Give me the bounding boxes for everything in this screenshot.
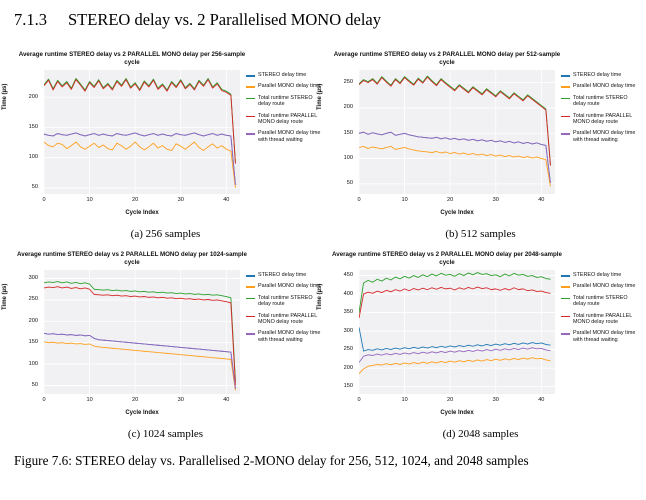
legend-item <box>561 72 637 78</box>
legend-color-swatch <box>561 116 570 118</box>
plot-area <box>359 270 555 394</box>
legend-item <box>561 313 637 326</box>
subfigure-512-samples <box>317 46 638 246</box>
section-heading <box>14 10 381 30</box>
legend-color-swatch <box>561 86 570 88</box>
legend-item <box>246 72 322 78</box>
legend-item <box>561 283 637 289</box>
legend-label: Total runtime STEREO delay route <box>573 94 628 108</box>
series-line <box>44 333 235 389</box>
legend-label: Parallel MONO delay time <box>258 83 321 90</box>
legend-label: Total runtime STEREO delay route <box>573 294 628 308</box>
y-tick-label: 150 <box>28 339 38 346</box>
legend-color-swatch <box>561 75 570 77</box>
legend-item <box>561 272 637 278</box>
legend-color-swatch <box>246 86 255 88</box>
x-tick-label: 40 <box>223 197 230 203</box>
y-tick-label: 200 <box>28 317 38 324</box>
figure-caption: Figure 7.6: STEREO delay vs. Parallelised 2-MONO delay for 256, 512, 1024, and 2048 samples <box>14 453 529 468</box>
y-tick-label: 350 <box>343 309 353 316</box>
legend-label: Total runtime PARALLEL MONO delay route <box>258 312 318 326</box>
legend-item <box>246 83 322 89</box>
y-tick-label: 300 <box>343 327 353 334</box>
y-tick-label: 100 <box>28 154 38 161</box>
legend-label: Parallel MONO delay time with thread waiting <box>573 330 636 343</box>
y-axis-label: Time (µs) <box>317 83 323 110</box>
x-tick-label: 10 <box>86 397 93 403</box>
y-tick-label: 300 <box>28 275 38 282</box>
legend-label: Total runtime PARALLEL MONO delay route <box>573 312 633 326</box>
y-axis-label: Time (µs) <box>2 283 8 310</box>
series-line <box>44 80 235 164</box>
legend-label: Parallel MONO delay time <box>573 83 636 90</box>
x-tick-label: 20 <box>447 397 454 403</box>
legend-label: STEREO delay time <box>258 272 307 278</box>
x-tick-label: 0 <box>357 397 361 403</box>
subfigure-caption: (d) 2048 samples <box>442 428 519 440</box>
chart-title: Average runtime STEREO delay vs 2 PARALLEL MONO delay per 1024-sample cycle <box>17 251 247 266</box>
legend-item <box>561 295 637 308</box>
legend-label: Parallel MONO delay time with thread waiting <box>258 130 321 143</box>
chart-2048 <box>317 246 638 428</box>
legend-color-swatch <box>561 298 570 300</box>
legend-label: STEREO delay time <box>258 72 307 78</box>
y-tick-label: 400 <box>343 290 353 297</box>
legend-item <box>561 330 637 343</box>
legend-color-swatch <box>561 333 570 335</box>
y-tick-label: 200 <box>343 364 353 371</box>
legend-item <box>246 330 322 343</box>
x-axis-label: Cycle Index <box>440 210 474 216</box>
legend-item <box>246 272 322 278</box>
y-tick-label: 250 <box>343 346 353 353</box>
series-line <box>359 76 550 165</box>
series-line <box>44 133 235 185</box>
x-tick-label: 0 <box>357 197 361 203</box>
legend-color-swatch <box>246 275 255 277</box>
legend-color-swatch <box>561 98 570 100</box>
legend-color-swatch <box>246 286 255 288</box>
y-axis-label: Time (µs) <box>317 283 323 310</box>
x-tick-label: 10 <box>86 197 93 203</box>
x-tick-label: 10 <box>401 197 408 203</box>
legend-color-swatch <box>246 133 255 135</box>
series-line <box>44 333 235 389</box>
legend-label: Parallel MONO delay time <box>573 283 636 290</box>
legend-color-swatch <box>246 116 255 118</box>
x-axis-label: Cycle Index <box>125 410 159 416</box>
legend-label: Parallel MONO delay time <box>258 283 321 290</box>
x-tick-label: 40 <box>538 397 545 403</box>
subfigure-caption: (c) 1024 samples <box>127 428 204 440</box>
legend-item <box>246 283 322 289</box>
legend-label: STEREO delay time <box>573 72 622 78</box>
legend-color-swatch <box>561 133 570 135</box>
legend-color-swatch <box>561 286 570 288</box>
y-tick-label: 150 <box>28 123 38 130</box>
series-line <box>44 342 235 391</box>
y-tick-label: 150 <box>343 383 353 390</box>
x-tick-label: 0 <box>42 397 46 403</box>
x-tick-label: 20 <box>132 397 139 403</box>
x-tick-label: 10 <box>401 397 408 403</box>
legend-label: Total runtime STEREO delay route <box>258 294 313 308</box>
chart-256 <box>2 46 323 228</box>
y-tick-label: 200 <box>343 104 353 111</box>
figure-grid <box>2 46 638 446</box>
y-axis-label: Time (µs) <box>2 83 8 110</box>
chart-512 <box>317 46 638 228</box>
series-line <box>359 287 550 318</box>
legend-color-swatch <box>561 316 570 318</box>
chart-title: Average runtime STEREO delay vs 2 PARALLEL MONO delay per 2048-sample cycle <box>332 251 562 266</box>
x-tick-label: 20 <box>447 197 454 203</box>
legend-label: Total runtime PARALLEL MONO delay route <box>573 112 633 126</box>
x-tick-label: 30 <box>492 197 499 203</box>
legend-color-swatch <box>246 316 255 318</box>
series-line <box>359 358 550 374</box>
chart-title: Average runtime STEREO delay vs 2 PARALLEL MONO delay per 512-sample cycle <box>333 51 561 66</box>
chart-title: Average runtime STEREO delay vs 2 PARALLEL MONO delay per 256-sample cycle <box>18 51 246 66</box>
legend-item <box>246 130 322 143</box>
x-tick-label: 30 <box>177 397 184 403</box>
series-line <box>44 78 235 162</box>
y-tick-label: 50 <box>31 381 38 388</box>
chart-1024 <box>2 246 323 428</box>
y-tick-label: 450 <box>343 272 353 279</box>
x-axis-label: Cycle Index <box>440 410 474 416</box>
series-line <box>359 273 550 313</box>
y-tick-label: 250 <box>28 296 38 303</box>
series-line <box>359 146 550 186</box>
legend-item <box>246 95 322 108</box>
section-number: 7.1.3 <box>14 10 47 29</box>
x-tick-label: 40 <box>538 197 545 203</box>
chart-legend <box>561 72 637 148</box>
legend-item <box>246 313 322 326</box>
series-line <box>44 133 235 185</box>
series-line <box>44 287 235 386</box>
legend-item <box>561 130 637 143</box>
x-tick-label: 0 <box>42 197 46 203</box>
legend-item <box>246 295 322 308</box>
legend-color-swatch <box>246 75 255 77</box>
section-title: STEREO delay vs. 2 Parallelised MONO delay <box>68 10 381 29</box>
x-axis-label: Cycle Index <box>125 210 159 216</box>
y-tick-label: 100 <box>343 155 353 162</box>
legend-label: STEREO delay time <box>573 272 622 278</box>
legend-item <box>561 113 637 126</box>
chart-legend <box>246 72 322 148</box>
plot-area <box>44 70 240 194</box>
legend-item <box>246 113 322 126</box>
legend-label: Parallel MONO delay time with thread waiting <box>573 130 636 143</box>
chart-legend <box>246 272 322 348</box>
legend-item <box>561 95 637 108</box>
subfigure-1024-samples <box>2 246 323 446</box>
y-tick-label: 150 <box>343 129 353 136</box>
series-line <box>44 142 235 188</box>
plot-area <box>359 70 555 194</box>
legend-label: Total runtime PARALLEL MONO delay route <box>258 112 318 126</box>
subfigure-256-samples <box>2 46 323 246</box>
y-tick-label: 50 <box>31 184 38 191</box>
legend-label: Parallel MONO delay time with thread waiting <box>258 330 321 343</box>
y-tick-label: 250 <box>343 79 353 86</box>
legend-color-swatch <box>246 298 255 300</box>
y-tick-label: 100 <box>28 360 38 367</box>
legend-color-swatch <box>246 333 255 335</box>
x-tick-label: 40 <box>223 397 230 403</box>
y-tick-label: 200 <box>28 93 38 100</box>
subfigure-caption: (a) 256 samples <box>130 228 201 240</box>
subfigure-caption: (b) 512 samples <box>445 228 516 240</box>
x-tick-label: 30 <box>492 397 499 403</box>
x-tick-label: 30 <box>177 197 184 203</box>
legend-color-swatch <box>561 275 570 277</box>
legend-color-swatch <box>246 98 255 100</box>
subfigure-2048-samples <box>317 246 638 446</box>
legend-item <box>561 83 637 89</box>
x-tick-label: 20 <box>132 197 139 203</box>
y-tick-label: 50 <box>346 180 353 187</box>
plot-area <box>44 270 240 394</box>
legend-label: Total runtime STEREO delay route <box>258 94 313 108</box>
chart-legend <box>561 272 637 348</box>
